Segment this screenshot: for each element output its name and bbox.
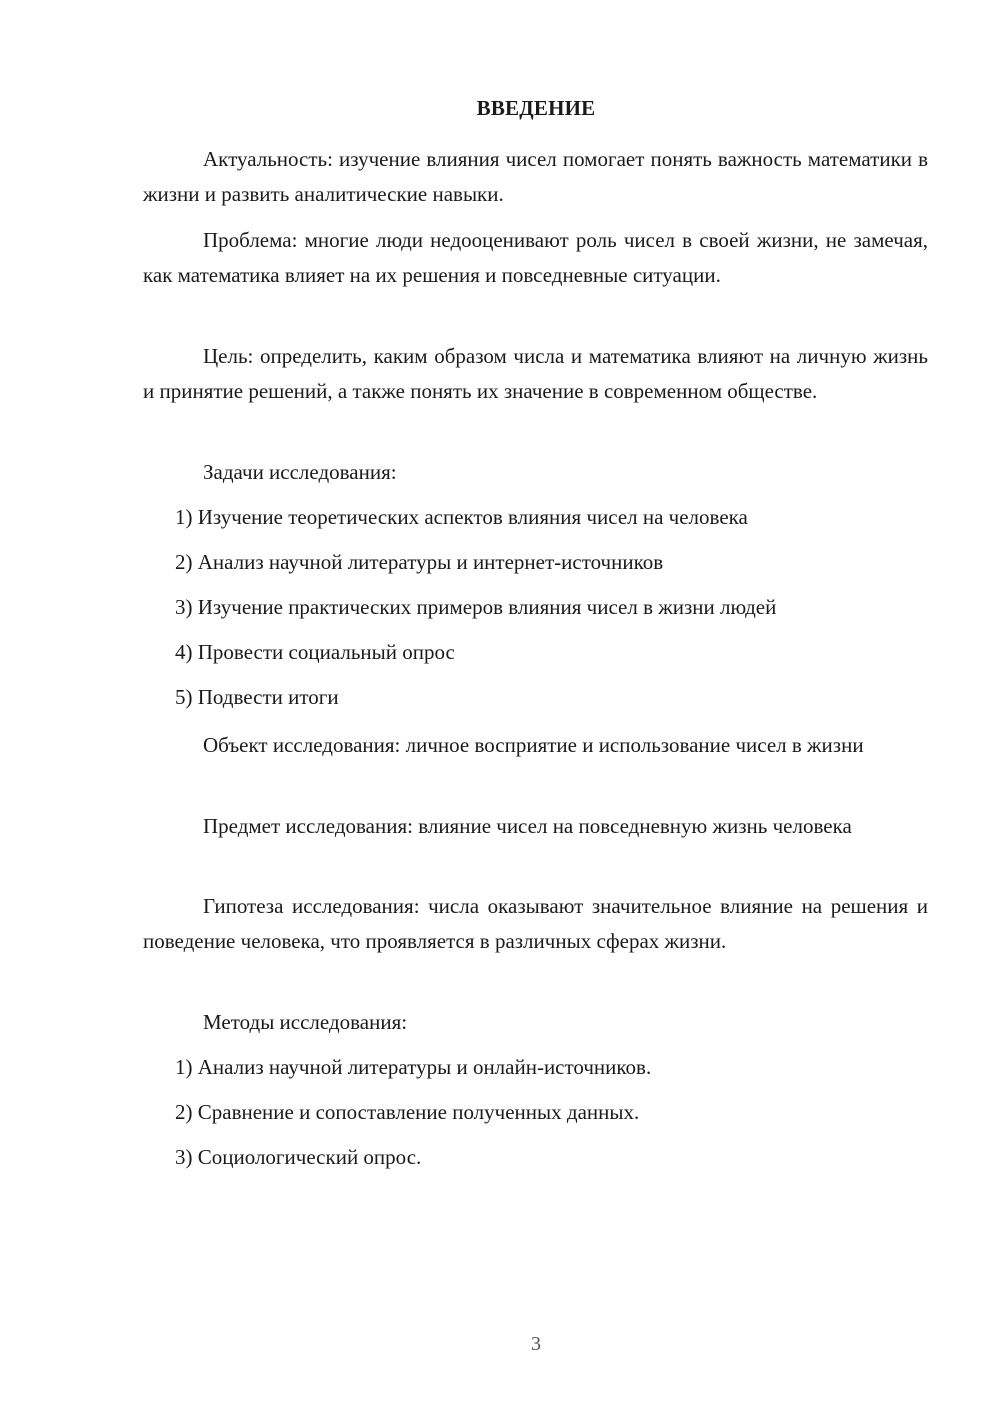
- task-item-5: 5) Подвести итоги: [175, 685, 339, 709]
- method-item-1: 1) Анализ научной литературы и онлайн-источников.: [175, 1055, 652, 1079]
- goal-paragraph: Цель: определить, каким образом числа и математика влияют на личную жизнь и принятие решений, а также понять их значение в современном обществе.: [143, 344, 928, 403]
- tasks-heading: Задачи исследования:: [203, 460, 397, 484]
- page-number: 3: [531, 1333, 541, 1355]
- relevance-paragraph: Актуальность: изучение влияния чисел помогает понять важность математики в жизни и развить аналитические навыки.: [143, 147, 928, 206]
- task-item-3: 3) Изучение практических примеров влияния чисел в жизни людей: [175, 595, 777, 619]
- section-title: ВВЕДЕНИЕ: [476, 96, 596, 120]
- problem-paragraph: Проблема: многие люди недооценивают роль чисел в своей жизни, не замечая, как математика влияет на их решения и повседневные ситуации.: [143, 228, 928, 287]
- hypothesis-paragraph: Гипотеза исследования: числа оказывают значительное влияние на решения и поведение человека, что проявляется в различных сферах жизни.: [143, 894, 928, 953]
- subject-paragraph: Предмет исследования: влияние чисел на повседневную жизнь человека: [203, 814, 852, 838]
- task-item-1: 1) Изучение теоретических аспектов влияния чисел на человека: [175, 505, 748, 529]
- task-item-4: 4) Провести социальный опрос: [175, 640, 455, 664]
- task-item-2: 2) Анализ научной литературы и интернет-источников: [175, 550, 664, 574]
- method-item-2: 2) Сравнение и сопоставление полученных данных.: [175, 1100, 640, 1124]
- methods-heading: Методы исследования:: [203, 1010, 408, 1034]
- method-item-3: 3) Социологический опрос.: [175, 1145, 422, 1169]
- object-paragraph: Объект исследования: личное восприятие и использование чисел в жизни: [203, 733, 864, 757]
